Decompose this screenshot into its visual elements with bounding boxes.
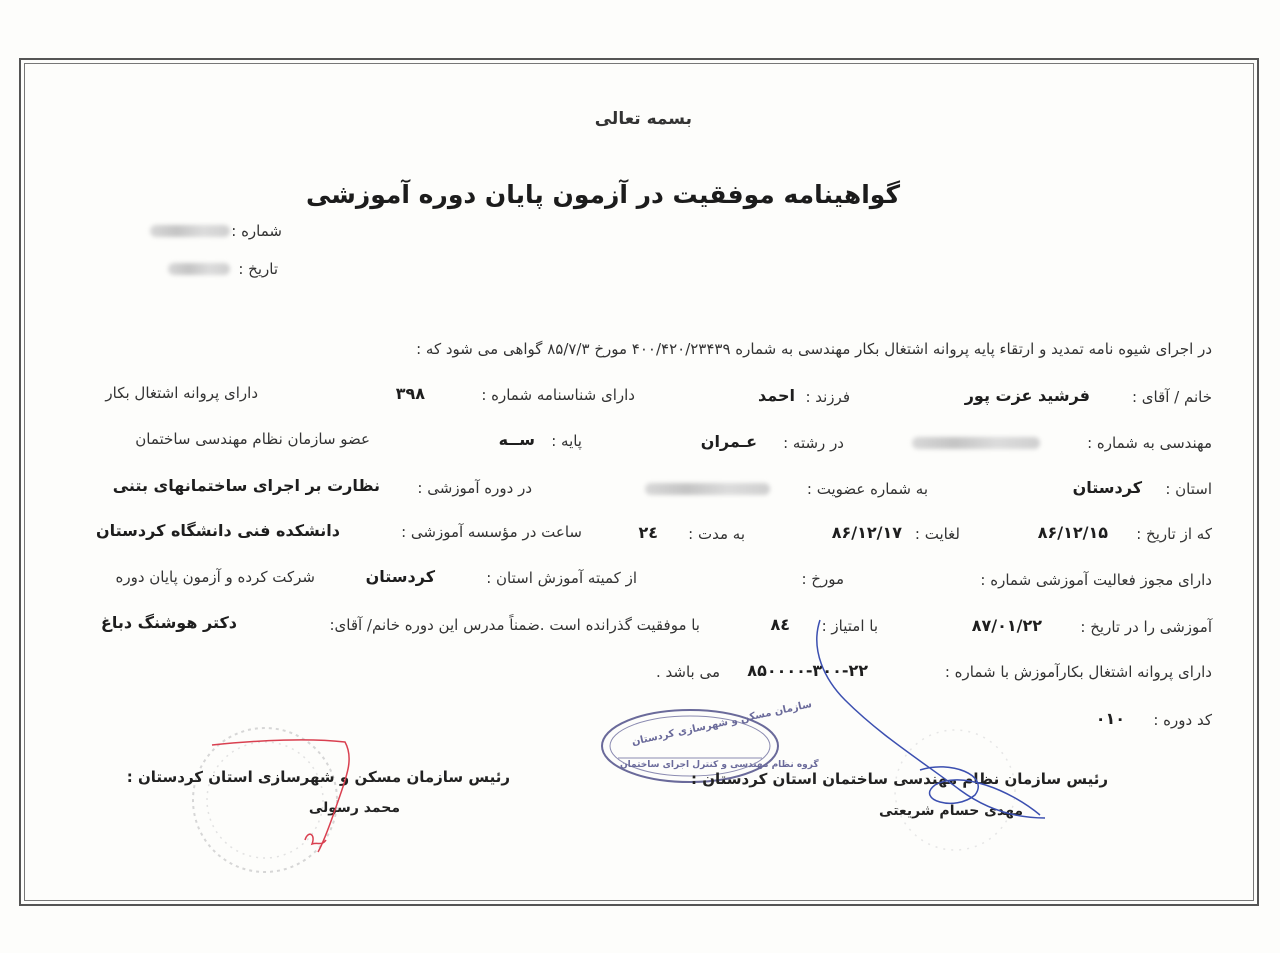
course-code-value: ۰۱۰ — [1095, 709, 1125, 728]
left-signatory-title: رئیس سازمان مسکن و شهرسازی استان کردستان : — [126, 768, 510, 786]
number-value-redacted — [150, 225, 230, 237]
to-date-value: ۸۶/۱۲/۱۷ — [831, 523, 902, 542]
institute-label: ساعت در مؤسسه آموزشی : — [401, 523, 582, 541]
left-signatory-name: محمد رسولی — [308, 800, 400, 816]
father-label: فرزند : — [805, 388, 850, 406]
passed-text: با موفقیت گذرانده است .ضمناً مدرس این دوره خانم/ آقای: — [329, 616, 700, 634]
permit-value: ۸۵۰۰۰۰-۳۰۰-۲۲ — [747, 661, 868, 680]
date-label: تاریخ : — [238, 260, 278, 278]
certificate-title: گواهینامه موفقیت در آزمون پایان دوره آموزشی — [305, 180, 900, 209]
permit-label: دارای پروانه اشتغال بکارآموزش با شماره : — [944, 663, 1212, 681]
exam-date-label: آموزشی را در تاریخ : — [1080, 618, 1212, 636]
row2-tail-text: عضو سازمان نظام مهندسی ساختمان — [135, 430, 370, 448]
date-value-redacted — [168, 263, 230, 275]
to-date-label: لغایت : — [914, 525, 960, 543]
membership-number-label: به شماره عضویت : — [806, 480, 928, 498]
institute-value: دانشکده فنی دانشگاه کردستان — [95, 521, 340, 540]
stamp-text-line2: گروه نظام مهندسی و کنترل اجرای ساختمان — [620, 760, 819, 770]
license-dated-label: مورخ : — [801, 570, 844, 588]
right-signatory-name: مهدی حسام شریعتی — [879, 803, 1023, 819]
exam-date-value: ۸۷/۰۱/۲۲ — [971, 616, 1042, 635]
id-number-label: دارای شناسنامه شماره : — [481, 386, 635, 404]
province-label: استان : — [1165, 480, 1212, 498]
number-label: شماره : — [231, 222, 282, 240]
committee-value: کردستان — [365, 567, 435, 586]
right-signatory-title: رئیس سازمان نظام مهندسی ساختمان استان کردستان : — [691, 770, 1108, 788]
engineering-number-redacted — [912, 437, 1040, 449]
course-code-label: کد دوره : — [1153, 711, 1212, 729]
field-label: در رشته : — [783, 434, 844, 452]
score-value: ۸٤ — [770, 615, 790, 634]
intro-text: در اجرای شیوه نامه تمدید و ارتقاء پایه پروانه اشتغال بکار مهندسی به شماره ۴۰۰/۴۲۰/۲۳۴۳۹ مورخ ۸۵/۷/۳ گواهی می شود که : — [416, 340, 1212, 358]
row7-tail-text: می باشد . — [655, 663, 720, 681]
from-date-label: که از تاریخ : — [1136, 525, 1212, 543]
course-value: نظارت بر اجرای ساختمانهای بتنی — [112, 476, 380, 495]
id-number-value: ۳۹۸ — [395, 384, 425, 403]
stamp-text-line1: سازمان مسکن و شهرسازی کردستان — [630, 699, 813, 748]
duration-label: به مدت : — [688, 525, 745, 543]
row1-tail-text: دارای پروانه اشتغال بکار — [105, 384, 258, 402]
name-value: فرشید عزت پور — [964, 386, 1090, 405]
name-label: خانم / آقای : — [1131, 388, 1212, 406]
from-date-value: ۸۶/۱۲/۱۵ — [1037, 523, 1108, 542]
grade-value: ســه — [498, 430, 535, 449]
province-value: کردستان — [1072, 478, 1142, 497]
membership-number-redacted — [645, 483, 770, 495]
course-label: در دوره آموزشی : — [417, 479, 532, 497]
father-value: احمد — [758, 386, 795, 405]
field-value: عـمران — [700, 432, 757, 451]
invocation-text: بسمه تعالی — [594, 109, 692, 129]
engineering-number-label: مهندسی به شماره : — [1087, 434, 1212, 452]
instructor-value: دکتر هوشنگ دباغ — [100, 613, 237, 632]
license-number-label: دارای مجوز فعالیت آموزشی شماره : — [980, 571, 1212, 589]
score-label: با امتیاز : — [821, 617, 878, 635]
duration-value: ۲٤ — [638, 523, 658, 542]
row5-tail-text: شرکت کرده و آزمون پایان دوره — [115, 568, 315, 586]
grade-label: پایه : — [551, 432, 582, 450]
committee-label: از کمیته آموزش استان : — [486, 569, 637, 587]
